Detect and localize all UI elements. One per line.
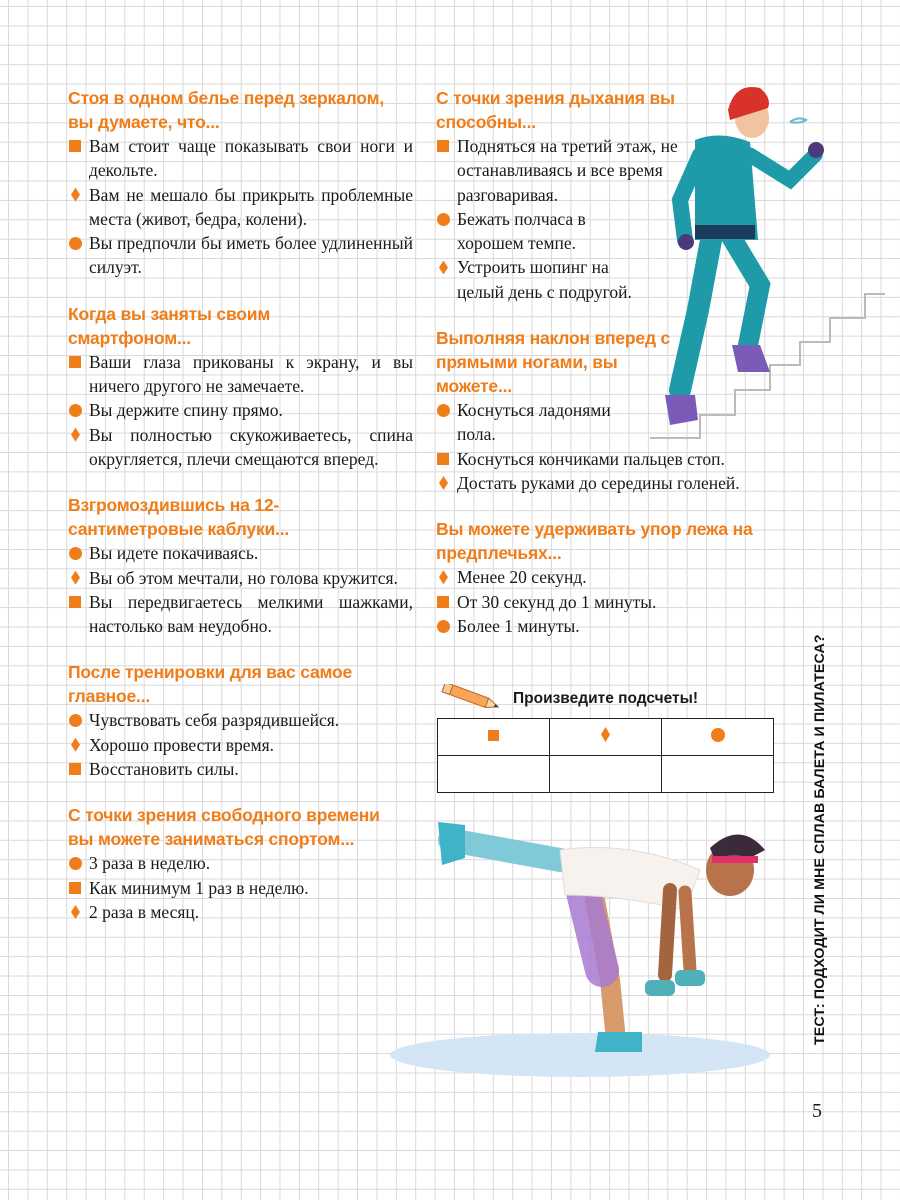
answer-option	[68, 231, 413, 280]
question	[68, 86, 413, 280]
answer-text: Вы об этом мечтали, но голова кружится.	[89, 567, 398, 588]
circle-marker-icon	[437, 404, 450, 417]
answer-option	[436, 398, 622, 447]
answer-text: Хорошо провести время.	[89, 734, 275, 755]
question	[68, 660, 413, 781]
diamond-marker-icon	[71, 738, 80, 752]
answer-option	[436, 590, 781, 614]
answer-text: От 30 секунд до 1 минуты.	[457, 591, 657, 612]
woman-climbing-stairs-illustration	[640, 60, 890, 450]
answer-text: Устроить шопинг на целый день с подругой.	[457, 257, 632, 302]
circle-marker-icon	[437, 620, 450, 633]
tally-title: Произведите подсчеты!	[513, 690, 699, 707]
answer-text: Вы идете покачиваясь.	[89, 543, 259, 564]
answer-text: Менее 20 секунд.	[457, 567, 587, 588]
answer-text: Вам стоит чаще показывать свои ноги и декольте.	[89, 136, 413, 181]
diamond-marker-icon	[71, 428, 80, 442]
question-title: Выполняя наклон вперед с прямыми ногами, вы можете...	[436, 328, 671, 397]
question-title: С точки зрения дыхания вы способны...	[436, 88, 675, 132]
answer-text: Бежать полчаса в хорошем темпе.	[457, 208, 586, 254]
answer-option	[68, 708, 413, 732]
tally-header-cell	[550, 719, 662, 756]
answer-option	[68, 398, 413, 422]
circle-marker-icon	[711, 728, 725, 742]
tally-count-cell[interactable]	[662, 756, 774, 793]
answer-text: Вы передвигаетесь мелкими шажками, настолько вам неудобно.	[89, 591, 413, 637]
answer-text: Вы полностью скукоживаетесь, спина округляется, плечи смещаются вперед.	[89, 424, 413, 469]
square-marker-icon	[437, 596, 449, 608]
answer-option	[436, 255, 657, 304]
answer-text: Коснуться кончиками пальцев стоп.	[457, 448, 725, 469]
question	[68, 302, 413, 471]
left-column	[68, 86, 413, 946]
answer-option	[68, 733, 413, 757]
answer-option	[68, 566, 413, 590]
question-title: Вы можете удерживать упор лежа на предплечьях...	[436, 519, 753, 564]
answer-option	[68, 851, 413, 875]
answer-text: Достать руками до середины голеней.	[457, 472, 740, 493]
page-number: 5	[812, 1100, 822, 1122]
answer-option	[68, 876, 413, 900]
tally-table	[437, 718, 774, 793]
answer-option	[68, 541, 413, 565]
side-title: ТЕСТ: ПОДХОДИТ ЛИ МНЕ СПЛАВ БАЛЕТА И ПИЛАТЕСА?	[812, 634, 828, 1045]
answer-text: Более 1 минуты.	[457, 615, 580, 636]
question	[68, 803, 413, 924]
answer-text: Восстановить силы.	[89, 759, 239, 780]
question-title: С точки зрения свободного времени вы можете заниматься спортом...	[68, 805, 380, 850]
answer-text: 2 раза в месяц.	[89, 901, 200, 922]
square-marker-icon	[69, 763, 81, 775]
diamond-marker-icon	[601, 727, 610, 742]
circle-marker-icon	[69, 857, 82, 870]
answer-option	[68, 350, 413, 399]
square-marker-icon	[69, 596, 81, 608]
circle-marker-icon	[69, 404, 82, 417]
tally-header-cell	[662, 719, 774, 756]
question-title: После тренировки для вас самое главное...	[68, 662, 353, 707]
tally-count-cell[interactable]	[438, 756, 550, 793]
diamond-marker-icon	[439, 260, 448, 274]
answer-text: Чувствовать себя разрядившейся.	[89, 710, 340, 731]
question-title: Взгромоздившись на 12-сантиметровые каблуки...	[68, 495, 290, 540]
answer-text: 3 раза в неделю.	[89, 853, 211, 874]
question-title: Стоя в одном белье перед зеркалом, вы думаете, что...	[68, 88, 384, 132]
circle-marker-icon	[69, 714, 82, 727]
answer-option	[68, 183, 413, 232]
tally-count-cell[interactable]	[550, 756, 662, 793]
diamond-marker-icon	[71, 188, 80, 202]
diamond-marker-icon	[439, 476, 448, 490]
square-marker-icon	[69, 356, 81, 368]
square-marker-icon	[69, 882, 81, 894]
square-marker-icon	[437, 453, 449, 465]
pencil-icon	[436, 684, 506, 710]
answer-option	[436, 207, 607, 256]
square-marker-icon	[488, 730, 499, 741]
answer-text: Ваши глаза прикованы к экрану, и вы ничего другого не замечаете.	[89, 351, 413, 397]
tally-header	[436, 682, 776, 712]
circle-marker-icon	[437, 213, 450, 226]
diamond-marker-icon	[71, 571, 80, 585]
answer-option	[436, 471, 747, 495]
answer-text: Как минимум 1 раз в неделю.	[89, 877, 309, 898]
answer-option	[436, 614, 781, 638]
answer-option	[68, 590, 413, 639]
answer-text: Вы предпочли бы иметь более удлиненный силуэт.	[89, 233, 413, 278]
square-marker-icon	[437, 140, 449, 152]
answer-text: Вам не мешало бы прикрыть проблемные места (живот, бедра, колени).	[89, 184, 413, 229]
tally-header-cell	[438, 719, 550, 756]
answer-option	[68, 900, 413, 924]
circle-marker-icon	[69, 237, 82, 250]
question	[68, 493, 413, 638]
answer-option	[68, 757, 413, 781]
question-title: Когда вы заняты своим смартфоном...	[68, 303, 271, 348]
answer-text: Вы держите спину прямо.	[89, 400, 283, 421]
answer-option	[68, 134, 413, 183]
circle-marker-icon	[69, 547, 82, 560]
answer-option	[436, 565, 781, 589]
woman-dumbbells-illustration	[380, 800, 780, 1090]
answer-option	[68, 423, 413, 472]
diamond-marker-icon	[71, 905, 80, 919]
answer-text: Подняться на третий этаж, не останавливаясь и все время разговаривая.	[457, 136, 678, 205]
answer-option	[436, 447, 781, 471]
question	[436, 517, 781, 638]
answer-text: Коснуться ладонями пола.	[457, 400, 611, 445]
square-marker-icon	[69, 140, 81, 152]
diamond-marker-icon	[439, 570, 448, 584]
